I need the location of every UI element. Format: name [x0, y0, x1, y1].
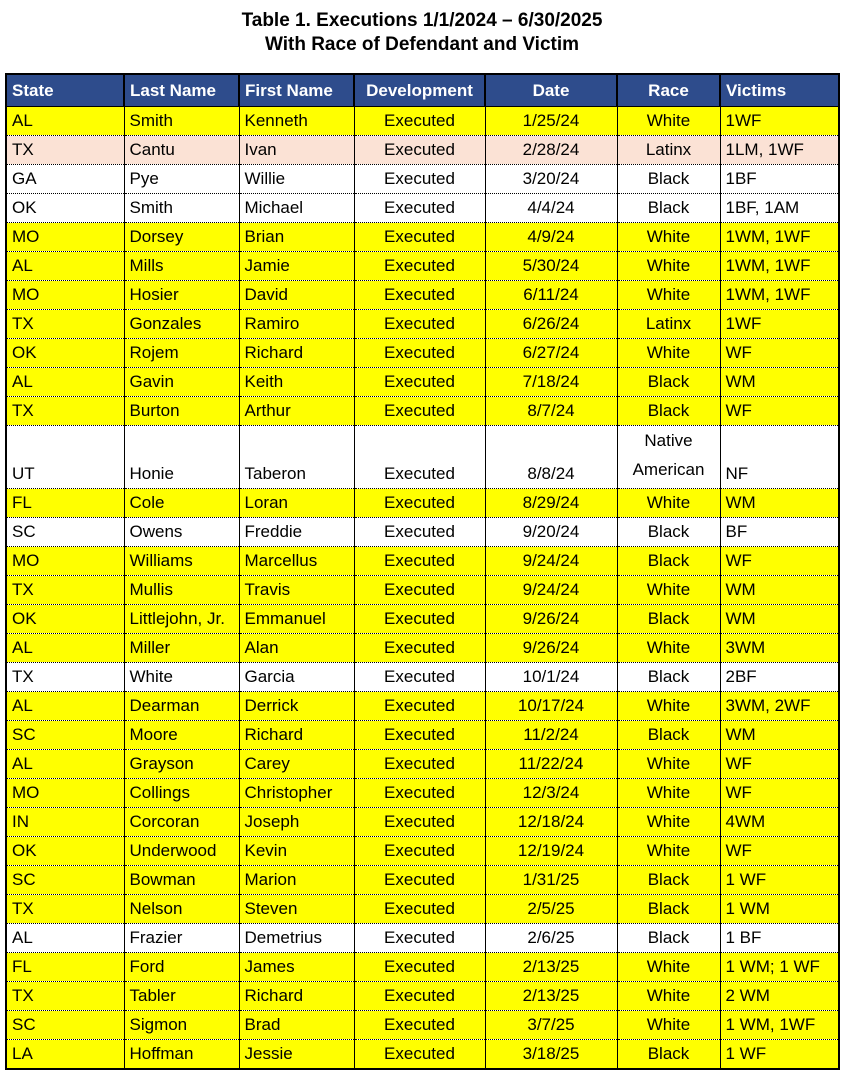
cell-victims: 1 WF [720, 1040, 839, 1070]
cell-first-name: James [239, 953, 354, 982]
header-state: State [6, 74, 124, 107]
cell-state: UT [6, 426, 124, 489]
table-row [6, 165, 839, 194]
cell-first-name: Taberon [239, 426, 354, 489]
table-title [0, 0, 844, 57]
cell-victims: 1 BF [720, 924, 839, 953]
cell-last-name: Gavin [124, 368, 239, 397]
cell-date: 11/22/24 [485, 750, 617, 779]
cell-state: TX [6, 982, 124, 1011]
cell-victims: 1WM, 1WF [720, 223, 839, 252]
cell-victims: 3WM [720, 634, 839, 663]
cell-victims: 1 WM; 1 WF [720, 953, 839, 982]
table-row [6, 252, 839, 281]
cell-development: Executed [354, 663, 485, 692]
cell-development: Executed [354, 107, 485, 136]
cell-development: Executed [354, 779, 485, 808]
table-row [6, 837, 839, 866]
cell-first-name: Ivan [239, 136, 354, 165]
executions-table-container [5, 73, 838, 1070]
cell-race: Black [617, 924, 720, 953]
title-line-1: Table 1. Executions 1/1/2024 – 6/30/2025 [241, 10, 603, 31]
cell-development: Executed [354, 750, 485, 779]
cell-last-name: Owens [124, 518, 239, 547]
cell-race: White [617, 107, 720, 136]
cell-first-name: Garcia [239, 663, 354, 692]
cell-development: Executed [354, 194, 485, 223]
cell-race: Black [617, 895, 720, 924]
cell-victims: 2BF [720, 663, 839, 692]
cell-state: AL [6, 634, 124, 663]
cell-last-name: Cole [124, 489, 239, 518]
cell-state: OK [6, 339, 124, 368]
cell-race: White [617, 634, 720, 663]
cell-race: White [617, 953, 720, 982]
cell-last-name: Corcoran [124, 808, 239, 837]
table-row [6, 368, 839, 397]
cell-date: 8/7/24 [485, 397, 617, 426]
cell-victims: WF [720, 547, 839, 576]
table-row [6, 721, 839, 750]
cell-victims: 2 WM [720, 982, 839, 1011]
cell-date: 10/17/24 [485, 692, 617, 721]
cell-last-name: Dearman [124, 692, 239, 721]
cell-race: Black [617, 518, 720, 547]
cell-state: LA [6, 1040, 124, 1070]
cell-development: Executed [354, 808, 485, 837]
cell-development: Executed [354, 136, 485, 165]
cell-date: 3/20/24 [485, 165, 617, 194]
cell-state: AL [6, 368, 124, 397]
cell-race [617, 426, 720, 489]
cell-first-name: Kevin [239, 837, 354, 866]
cell-last-name: Frazier [124, 924, 239, 953]
cell-development: Executed [354, 634, 485, 663]
cell-date: 8/29/24 [485, 489, 617, 518]
cell-race: Black [617, 397, 720, 426]
cell-development: Executed [354, 692, 485, 721]
cell-development: Executed [354, 252, 485, 281]
cell-race: Latinx [617, 136, 720, 165]
cell-victims: 1LM, 1WF [720, 136, 839, 165]
cell-victims: 1WF [720, 310, 839, 339]
cell-first-name: Loran [239, 489, 354, 518]
cell-first-name: Brad [239, 1011, 354, 1040]
cell-last-name: Williams [124, 547, 239, 576]
cell-last-name: Mullis [124, 576, 239, 605]
table-row [6, 692, 839, 721]
cell-development: Executed [354, 721, 485, 750]
cell-state: MO [6, 223, 124, 252]
cell-last-name: Gonzales [124, 310, 239, 339]
cell-date: 9/26/24 [485, 605, 617, 634]
cell-victims: 1 WM, 1WF [720, 1011, 839, 1040]
cell-first-name: Derrick [239, 692, 354, 721]
cell-date: 2/13/25 [485, 953, 617, 982]
cell-last-name: Collings [124, 779, 239, 808]
header-development: Development [354, 74, 485, 107]
cell-state: AL [6, 924, 124, 953]
cell-development: Executed [354, 547, 485, 576]
table-row [6, 489, 839, 518]
cell-race: White [617, 982, 720, 1011]
cell-victims: WF [720, 339, 839, 368]
cell-first-name: Arthur [239, 397, 354, 426]
cell-development: Executed [354, 339, 485, 368]
table-row [6, 924, 839, 953]
cell-date: 10/1/24 [485, 663, 617, 692]
cell-state: OK [6, 605, 124, 634]
cell-race: White [617, 750, 720, 779]
table-body [6, 107, 839, 1070]
cell-last-name: Underwood [124, 837, 239, 866]
cell-date: 1/25/24 [485, 107, 617, 136]
cell-state: SC [6, 721, 124, 750]
table-row [6, 576, 839, 605]
cell-state: GA [6, 165, 124, 194]
cell-victims: WM [720, 489, 839, 518]
cell-development: Executed [354, 397, 485, 426]
cell-last-name: Grayson [124, 750, 239, 779]
cell-victims: 1BF, 1AM [720, 194, 839, 223]
cell-victims: 3WM, 2WF [720, 692, 839, 721]
cell-date: 2/13/25 [485, 982, 617, 1011]
cell-last-name: Tabler [124, 982, 239, 1011]
cell-date: 4/4/24 [485, 194, 617, 223]
cell-state: SC [6, 866, 124, 895]
header-last-name: Last Name [124, 74, 239, 107]
cell-date: 11/2/24 [485, 721, 617, 750]
cell-first-name: Jessie [239, 1040, 354, 1070]
cell-development: Executed [354, 1011, 485, 1040]
cell-victims: WM [720, 368, 839, 397]
cell-state: AL [6, 750, 124, 779]
table-row [6, 223, 839, 252]
cell-victims: 1 WF [720, 866, 839, 895]
table-row [6, 953, 839, 982]
cell-state: FL [6, 489, 124, 518]
cell-date: 9/20/24 [485, 518, 617, 547]
header-victims: Victims [720, 74, 839, 107]
cell-last-name: Miller [124, 634, 239, 663]
race-line-1: Native [644, 431, 693, 450]
cell-race: White [617, 489, 720, 518]
table-row [6, 634, 839, 663]
cell-state: SC [6, 1011, 124, 1040]
cell-first-name: Michael [239, 194, 354, 223]
cell-race: Black [617, 165, 720, 194]
cell-date: 8/8/24 [485, 426, 617, 489]
cell-victims: WF [720, 750, 839, 779]
cell-first-name: Freddie [239, 518, 354, 547]
cell-development: Executed [354, 924, 485, 953]
cell-race: Black [617, 194, 720, 223]
cell-last-name: White [124, 663, 239, 692]
cell-victims: 1WM, 1WF [720, 252, 839, 281]
cell-first-name: Jamie [239, 252, 354, 281]
cell-race: White [617, 779, 720, 808]
cell-development: Executed [354, 368, 485, 397]
cell-race: White [617, 281, 720, 310]
cell-last-name: Smith [124, 194, 239, 223]
cell-race: Black [617, 547, 720, 576]
cell-last-name: Pye [124, 165, 239, 194]
cell-victims: NF [720, 426, 839, 489]
cell-last-name: Burton [124, 397, 239, 426]
cell-first-name: Demetrius [239, 924, 354, 953]
cell-development: Executed [354, 426, 485, 489]
cell-race: White [617, 1011, 720, 1040]
cell-state: TX [6, 895, 124, 924]
cell-development: Executed [354, 518, 485, 547]
cell-first-name: Emmanuel [239, 605, 354, 634]
cell-date: 2/6/25 [485, 924, 617, 953]
cell-date: 9/24/24 [485, 576, 617, 605]
cell-first-name: Keith [239, 368, 354, 397]
cell-victims: WM [720, 576, 839, 605]
cell-development: Executed [354, 310, 485, 339]
table-row [6, 866, 839, 895]
cell-state: MO [6, 547, 124, 576]
cell-first-name: Carey [239, 750, 354, 779]
cell-race: White [617, 808, 720, 837]
cell-race: White [617, 692, 720, 721]
cell-first-name: Brian [239, 223, 354, 252]
cell-victims: WF [720, 779, 839, 808]
table-row [6, 808, 839, 837]
table-row [6, 397, 839, 426]
cell-first-name: Christopher [239, 779, 354, 808]
cell-date: 5/30/24 [485, 252, 617, 281]
cell-state: TX [6, 663, 124, 692]
cell-first-name: Joseph [239, 808, 354, 837]
cell-first-name: Travis [239, 576, 354, 605]
cell-first-name: Ramiro [239, 310, 354, 339]
cell-last-name: Sigmon [124, 1011, 239, 1040]
cell-date: 2/5/25 [485, 895, 617, 924]
cell-first-name: Richard [239, 339, 354, 368]
cell-state: TX [6, 310, 124, 339]
header-race: Race [617, 74, 720, 107]
cell-state: TX [6, 397, 124, 426]
cell-victims: BF [720, 518, 839, 547]
cell-development: Executed [354, 895, 485, 924]
table-row [6, 1040, 839, 1070]
cell-last-name: Smith [124, 107, 239, 136]
title-line-2: With Race of Defendant and Victim [264, 34, 580, 55]
cell-state: MO [6, 281, 124, 310]
cell-victims: WM [720, 721, 839, 750]
cell-first-name: Richard [239, 982, 354, 1011]
cell-first-name: David [239, 281, 354, 310]
table-row [6, 310, 839, 339]
cell-development: Executed [354, 866, 485, 895]
cell-state: FL [6, 953, 124, 982]
table-row [6, 194, 839, 223]
cell-first-name: Marion [239, 866, 354, 895]
table-row [6, 339, 839, 368]
cell-date: 12/18/24 [485, 808, 617, 837]
cell-race: Black [617, 605, 720, 634]
cell-date: 3/18/25 [485, 1040, 617, 1070]
cell-first-name: Marcellus [239, 547, 354, 576]
table-row [6, 982, 839, 1011]
table-row [6, 779, 839, 808]
cell-race: Black [617, 721, 720, 750]
header-date: Date [485, 74, 617, 107]
cell-first-name: Richard [239, 721, 354, 750]
cell-first-name: Willie [239, 165, 354, 194]
cell-last-name: Hoffman [124, 1040, 239, 1070]
cell-race: White [617, 837, 720, 866]
cell-last-name: Mills [124, 252, 239, 281]
table-row [6, 605, 839, 634]
executions-table [5, 73, 840, 1070]
cell-development: Executed [354, 953, 485, 982]
cell-state: MO [6, 779, 124, 808]
cell-date: 4/9/24 [485, 223, 617, 252]
cell-victims: 1 WM [720, 895, 839, 924]
cell-state: AL [6, 252, 124, 281]
cell-development: Executed [354, 576, 485, 605]
cell-race: Black [617, 866, 720, 895]
cell-last-name: Cantu [124, 136, 239, 165]
cell-date: 6/26/24 [485, 310, 617, 339]
cell-date: 2/28/24 [485, 136, 617, 165]
cell-race: Black [617, 368, 720, 397]
cell-victims: WF [720, 397, 839, 426]
cell-victims: 1WF [720, 107, 839, 136]
header-first-name: First Name [239, 74, 354, 107]
cell-date: 1/31/25 [485, 866, 617, 895]
cell-date: 12/19/24 [485, 837, 617, 866]
cell-development: Executed [354, 605, 485, 634]
cell-development: Executed [354, 223, 485, 252]
cell-last-name: Littlejohn, Jr. [124, 605, 239, 634]
cell-date: 6/27/24 [485, 339, 617, 368]
cell-race: Black [617, 663, 720, 692]
cell-date: 6/11/24 [485, 281, 617, 310]
cell-state: OK [6, 837, 124, 866]
cell-race: White [617, 252, 720, 281]
table-row [6, 1011, 839, 1040]
header-row [6, 74, 839, 107]
cell-race: Latinx [617, 310, 720, 339]
cell-victims: 1WM, 1WF [720, 281, 839, 310]
cell-first-name: Kenneth [239, 107, 354, 136]
race-line-2: American [632, 460, 705, 479]
cell-development: Executed [354, 281, 485, 310]
table-row [6, 750, 839, 779]
cell-first-name: Alan [239, 634, 354, 663]
cell-state: IN [6, 808, 124, 837]
table-row [6, 136, 839, 165]
cell-victims: WM [720, 605, 839, 634]
cell-development: Executed [354, 489, 485, 518]
cell-race: White [617, 339, 720, 368]
cell-development: Executed [354, 982, 485, 1011]
cell-date: 3/7/25 [485, 1011, 617, 1040]
cell-state: OK [6, 194, 124, 223]
cell-race: White [617, 223, 720, 252]
cell-date: 9/26/24 [485, 634, 617, 663]
cell-date: 9/24/24 [485, 547, 617, 576]
cell-victims: WF [720, 837, 839, 866]
table-row [6, 426, 839, 489]
table-row [6, 547, 839, 576]
cell-last-name: Moore [124, 721, 239, 750]
cell-development: Executed [354, 837, 485, 866]
cell-development: Executed [354, 1040, 485, 1070]
cell-last-name: Nelson [124, 895, 239, 924]
cell-state: AL [6, 692, 124, 721]
table-row [6, 663, 839, 692]
cell-race: White [617, 576, 720, 605]
cell-last-name: Rojem [124, 339, 239, 368]
cell-victims: 4WM [720, 808, 839, 837]
cell-date: 7/18/24 [485, 368, 617, 397]
table-row [6, 281, 839, 310]
cell-state: TX [6, 576, 124, 605]
table-row [6, 518, 839, 547]
cell-last-name: Bowman [124, 866, 239, 895]
table-row [6, 107, 839, 136]
cell-race: Black [617, 1040, 720, 1070]
cell-state: SC [6, 518, 124, 547]
cell-first-name: Steven [239, 895, 354, 924]
cell-last-name: Hosier [124, 281, 239, 310]
cell-victims: 1BF [720, 165, 839, 194]
cell-last-name: Ford [124, 953, 239, 982]
cell-last-name: Honie [124, 426, 239, 489]
cell-state: TX [6, 136, 124, 165]
cell-date: 12/3/24 [485, 779, 617, 808]
cell-development: Executed [354, 165, 485, 194]
cell-last-name: Dorsey [124, 223, 239, 252]
table-row [6, 895, 839, 924]
cell-state: AL [6, 107, 124, 136]
